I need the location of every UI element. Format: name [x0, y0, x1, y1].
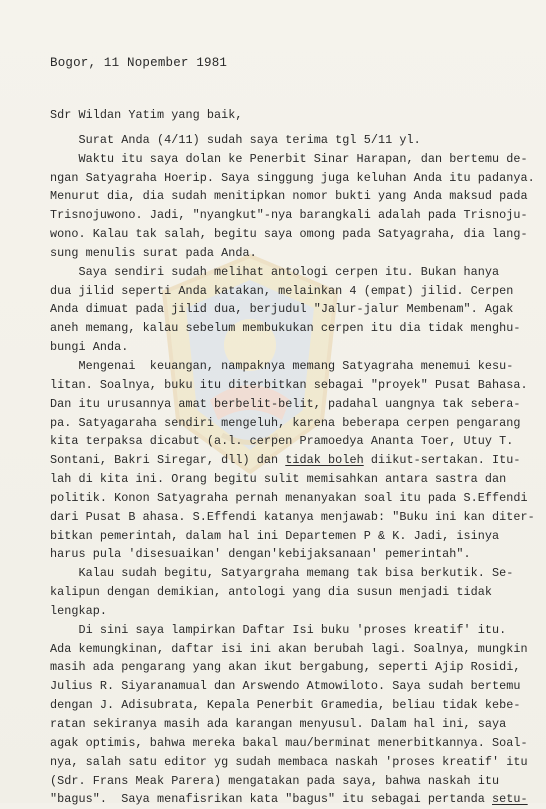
body-line: lengkap. — [50, 603, 108, 618]
body-line: Mengenai keuangan, nampaknya memang Satyagraha menemui kesu- — [50, 358, 514, 373]
body-line: Menurut dia, dia sudah menitipkan nomor bukti yang Anda maksud pada — [50, 189, 528, 204]
body-line: kalipun dengan demikian, antologi yang dia susun menjadi tidak — [50, 585, 493, 600]
body-line: harus pula 'disesuaikan' dengan'kebijaksanaan' pemerintah". — [50, 547, 471, 562]
body-line: agak optimis, bahwa mereka bakal mau/berminat menerbitkannya. Soal- — [50, 735, 528, 750]
body-line: masih ada pengarang yang akan ikut bergabung, seperti Ajip Rosidi, — [50, 660, 521, 675]
body-line: Surat Anda (4/11) sudah saya terima tgl 5/11 yl. — [50, 132, 421, 147]
body-line: Di sini saya lampirkan Daftar Isi buku 'proses kreatif' itu. — [50, 622, 507, 637]
body-line: bitkan pemerintah, dalam hal ini Departemen P & K. Jadi, isinya — [50, 528, 500, 543]
body-line: (Sdr. Frans Meak Parera) mengatakan pada saya, bahwa naskah itu — [50, 773, 500, 788]
body-line: ngan Satyagraha Hoerip. Saya singgung juga keluhan Anda itu padanya. — [50, 170, 535, 185]
body-line: Kalau sudah begitu, Satyargraha memang tak bisa berkutik. Se- — [50, 566, 514, 581]
body-line: politik. Konon Satyagraha pernah menanyakan soal itu pada S.Effendi — [50, 490, 528, 505]
body-line: dua jilid seperti Anda katakan, melainkan 4 (empat) jilid. Cerpen — [50, 283, 514, 298]
body-line-underlined: Sontani, Bakri Siregar, dll) dan tidak boleh diikut-sertakan. Itu- — [50, 453, 521, 468]
body-line: Waktu itu saya dolan ke Penerbit Sinar Harapan, dan bertemu de- — [50, 151, 528, 166]
body-line: dari Pusat B ahasa. S.Effendi katanya menjawab: "Buku ini kan diter- — [50, 509, 535, 524]
body-line: lah di kita ini. Orang begitu sulit memisahkan antara sastra dan — [50, 472, 507, 487]
underlined-phrase: tidak boleh — [285, 453, 364, 468]
body-line: Anda dimuat pada jilid dua, berjudul "Jalur-jalur Membenam". Agak — [50, 302, 514, 317]
letter-body — [50, 106, 540, 809]
body-line: pa. Satyagaraha sendiri mengeluh, karena beberapa cerpen pengarang — [50, 415, 521, 430]
body-line: sung menulis surat pada Anda. — [50, 245, 257, 260]
body-line: nya, salah satu editor yg sudah membaca naskah 'proses kreatif' itu — [50, 754, 528, 769]
body-line: Saya sendiri sudah melihat antologi cerpen itu. Bukan hanya — [50, 264, 500, 279]
body-line: litan. Soalnya, buku itu diterbitkan sebagai "proyek" Pusat Bahasa. — [50, 377, 528, 392]
body-line: Julius R. Siyaranamual dan Arswendo Atmowiloto. Saya sudah bertemu — [50, 679, 521, 694]
body-line: Ada kemungkinan, daftar isi ini akan berubah lagi. Soalnya, mungkin — [50, 641, 528, 656]
underlined-phrase: setu- — [492, 792, 528, 807]
body-line: wono. Kalau tak salah, begitu saya omong pada Satyagraha, dia lang- — [50, 227, 528, 242]
body-line: ratan sekiranya masih ada karangan menyusul. Dalam hal ini, saya — [50, 717, 507, 731]
body-line: Dan itu urusannya amat berbelit-belit, padahal uangnya tak sebera- — [50, 396, 521, 411]
body-line-underlined: "bagus". Saya menafisrikan kata "bagus" itu sebagai pertanda setu- — [50, 792, 528, 807]
body-line: dengan J. Adisubrata, Kepala Penerbit Gramedia, beliau tidak kebe- — [50, 698, 521, 713]
body-line: bungi Anda. — [50, 340, 129, 355]
letter-greeting: Sdr Wildan Yatim yang baik, — [50, 108, 243, 122]
letter-date: Bogor, 11 Nopember 1981 — [50, 56, 228, 70]
body-line: kita terpaksa dicabut (a.l. cerpen Pramoedya Ananta Toer, Utuy T. — [50, 434, 514, 449]
body-line: Trisnojuwono. Jadi, "nyangkut"-nya barangkali adalah pada Trisnoju- — [50, 208, 528, 223]
body-line: aneh memang, kalau sebelum membukukan cerpen itu dia tidak menghu- — [50, 321, 521, 336]
